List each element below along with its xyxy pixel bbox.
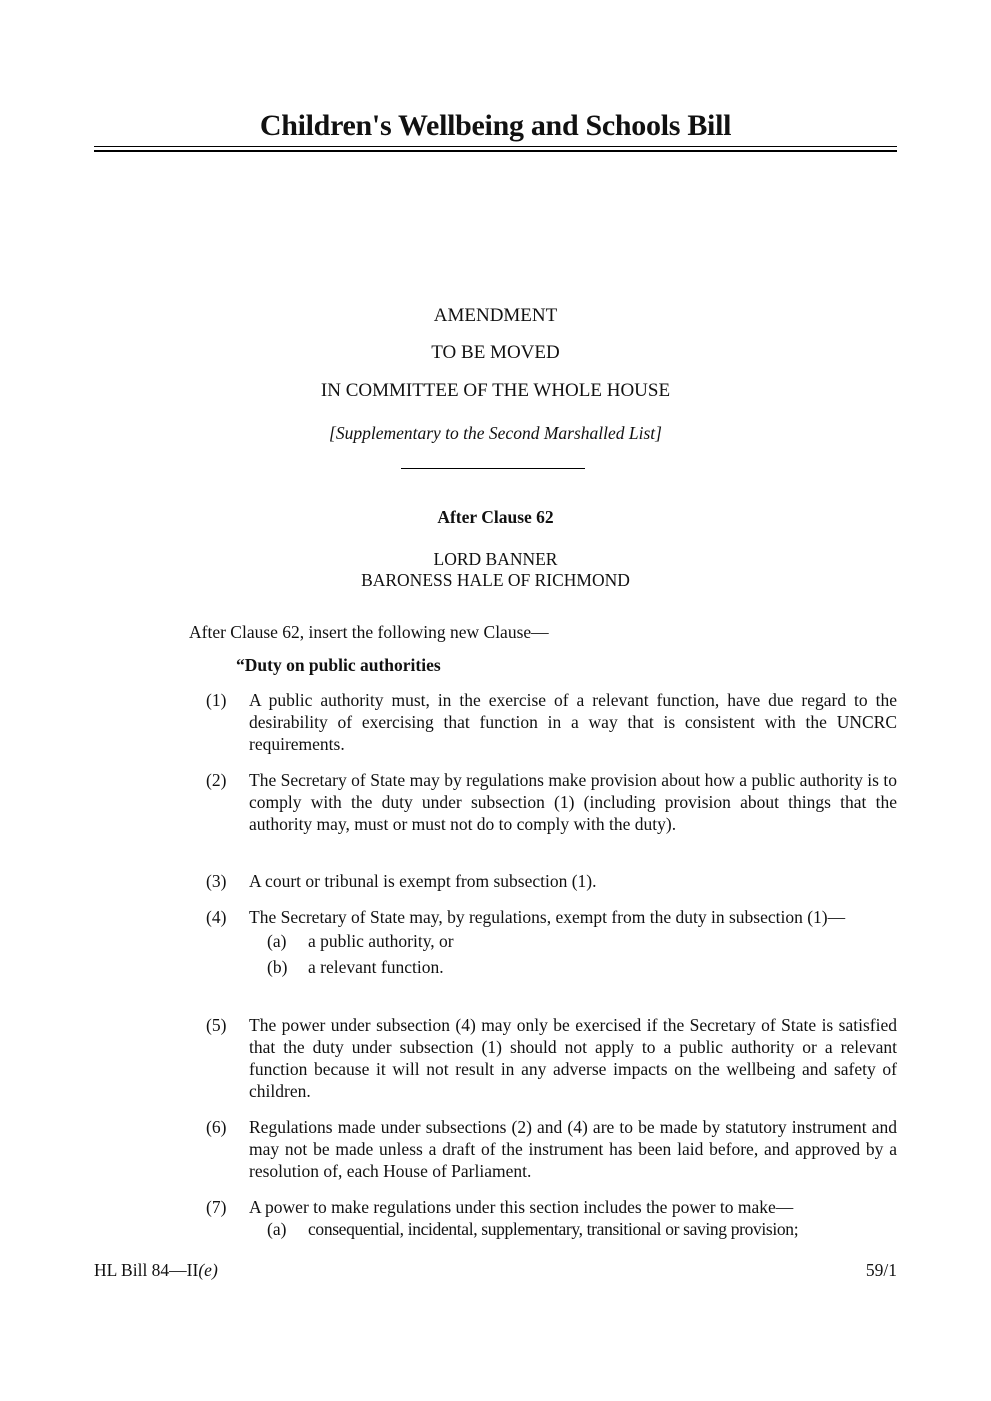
subsection-text: A public authority must, in the exercise of a relevant function, have due regard to the desirability of exercising that function in a way that is consistent with the UNCRC requirements. [249, 690, 897, 754]
paragraph-text: a public authority, or [308, 931, 454, 951]
bill-reference [94, 1259, 218, 1281]
subsection-number: (1) [206, 690, 227, 710]
paragraph-number: (a) [267, 1219, 287, 1239]
subsection-5 [203, 1014, 897, 1102]
bill-reference-suffix: (e) [198, 1260, 218, 1280]
subsection-number: (6) [206, 1117, 227, 1137]
preamble-note: [Supplementary to the Second Marshalled List] [329, 423, 662, 443]
mover-1: LORD BANNER [433, 549, 558, 569]
subsection-6 [203, 1116, 897, 1182]
paragraph-text: a relevant function. [308, 957, 444, 977]
subsection-4 [203, 906, 897, 980]
subsection-text: The Secretary of State may, by regulations, exempt from the duty in subsection (1)— [249, 907, 846, 927]
paragraph-a [267, 928, 897, 954]
subsection-text: The power under subsection (4) may only be exercised if the Secretary of State is satisfied that the duty under subsection (1) should not apply to a public authority or a relevant function because it will not result in any adverse impacts on the wellbeing and safety of children. [249, 1015, 897, 1101]
paragraph-number: (a) [267, 931, 287, 951]
subsection-text: The Secretary of State may by regulations make provision about how a public authority is to comply with the duty under subsection (1) (including provision about things that the authority may, must or must not do to comply with the duty). [249, 770, 897, 834]
preamble-to-be-moved: TO BE MOVED [431, 342, 560, 363]
subsection-text: Regulations made under subsections (2) and (4) are to be made by statutory instrument and may not be made unless a draft of the instrument has been laid before, and approved by a resolution of, each House of Parliament. [249, 1117, 897, 1181]
paragraph-text: consequential, incidental, supplementary, transitional or saving provision; [308, 1219, 799, 1239]
page-title: Children's Wellbeing and Schools Bill [259, 109, 732, 142]
amendment-heading: After Clause 62 [437, 507, 554, 527]
clause-title: “Duty on public authorities [236, 655, 441, 675]
paragraph-b [267, 954, 897, 980]
mover-2: BARONESS HALE OF RICHMOND [361, 570, 630, 590]
subsection-3 [203, 870, 897, 892]
subsection-number: (7) [206, 1197, 227, 1217]
subsection-number: (5) [206, 1015, 227, 1035]
subsection-number: (3) [206, 871, 227, 891]
paragraph-a [267, 1218, 897, 1240]
subsection-text: A court or tribunal is exempt from subsection (1). [249, 871, 597, 891]
header-rule-thin [94, 146, 897, 147]
paragraph-number: (b) [267, 957, 288, 977]
subsection-number: (4) [206, 907, 227, 927]
page-reference: 59/1 [865, 1260, 897, 1280]
preamble-amendment: AMENDMENT [433, 305, 558, 326]
subsection-1 [203, 689, 897, 755]
subsection-7 [203, 1196, 897, 1240]
subsection-number: (2) [206, 770, 227, 790]
subsection-2 [203, 769, 897, 835]
bill-reference-main: HL Bill 84—II [94, 1260, 199, 1280]
subsection-text: A power to make regulations under this section includes the power to make— [249, 1197, 794, 1217]
preamble-committee: IN COMMITTEE OF THE WHOLE HOUSE [320, 380, 671, 401]
amendment-intro: After Clause 62, insert the following new Clause— [189, 622, 549, 642]
section-divider [401, 468, 585, 469]
header-rule-thick [94, 150, 897, 152]
